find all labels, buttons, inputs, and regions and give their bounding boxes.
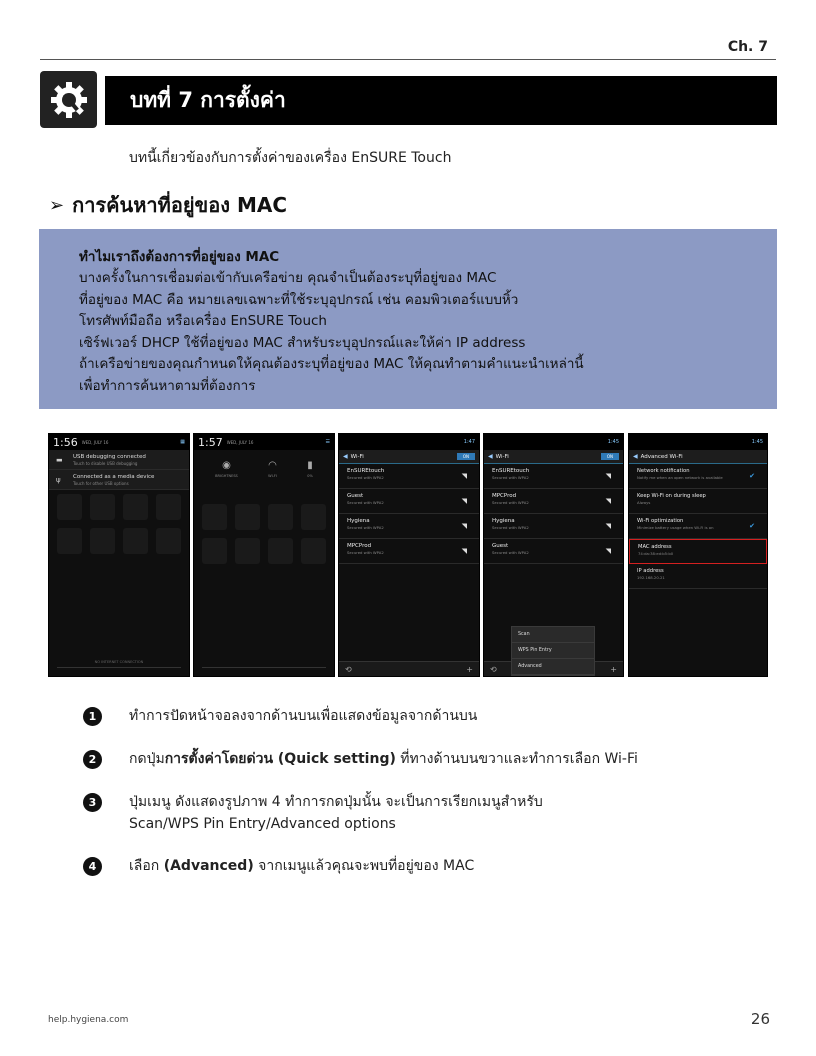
gear-wrench-icon (40, 71, 97, 128)
ip-address-value: 192.168.20.21 (637, 575, 665, 580)
step-4 (83, 857, 474, 877)
wifi-icon: ◠ (268, 460, 277, 471)
usb-symbol-icon: ψ (56, 476, 61, 484)
battery-tile[interactable] (307, 460, 313, 478)
setting-network-notification[interactable] (629, 464, 767, 489)
wifi-tile[interactable] (268, 460, 277, 478)
wifi-signal-icon: ◥ (461, 547, 467, 555)
status-bar (484, 434, 623, 450)
network-name: Hygiena (347, 518, 370, 524)
wifi-signal-icon: ◥ (605, 472, 611, 480)
step-text: ทำการปัดหน้าจอลงจากด้านบนเพื่อแสดงข้อมูลจากด้านบน (129, 708, 478, 724)
screenshot-advanced-wifi (628, 433, 768, 677)
step-number: 4 (83, 857, 102, 876)
setting-subtitle: Always (637, 500, 651, 505)
step-text-part: จากเมนูแล้วคุณจะพบที่อยู่ของ MAC (253, 858, 475, 874)
network-name: MPCProd (492, 493, 517, 499)
step-3 (83, 793, 543, 835)
wifi-settings-icon[interactable]: ◀ (343, 453, 348, 460)
setting-subtitle: Notify me when an open network is available (637, 475, 723, 480)
setting-title: Keep Wi-Fi on during sleep (637, 493, 706, 499)
network-name: Guest (492, 543, 509, 549)
menu-item-wps-pin[interactable]: WPS Pin Entry (512, 643, 594, 659)
wifi-toggle[interactable]: ON (601, 453, 619, 460)
tile-label: WI-FI (268, 474, 277, 478)
brightness-icon: ◉ (222, 460, 231, 471)
step-number: 1 (83, 707, 102, 726)
arrow-bullet-icon: ➢ (49, 194, 65, 216)
wifi-network-item[interactable] (339, 539, 479, 564)
step-number: 3 (83, 793, 102, 812)
setting-keep-wifi-on[interactable] (629, 489, 767, 514)
wifi-signal-icon: ◥ (605, 522, 611, 530)
info-line: บางครั้งในการเชื่อมต่อเข้ากับเครือข่าย คุณจำเป็นต้องระบุที่อยู่ของ MAC (79, 270, 497, 286)
wifi-network-item[interactable] (339, 514, 479, 539)
back-icon[interactable]: ◀ (633, 453, 638, 460)
page-number: 26 (750, 1010, 770, 1028)
appbar-title: Wi-Fi (495, 453, 509, 460)
wifi-toggle[interactable]: ON (457, 453, 475, 460)
add-network-icon[interactable]: + (466, 664, 473, 674)
status-time: 1:47 (463, 439, 475, 445)
wifi-signal-icon: ◥ (605, 547, 611, 555)
network-security: Secured with WPA2 (347, 525, 384, 530)
status-bar (49, 434, 189, 450)
wps-icon[interactable]: ⟲ (490, 664, 497, 674)
checkmark-icon[interactable]: ✔ (749, 472, 755, 480)
setting-title: Wi-Fi optimization (637, 518, 684, 524)
network-name: EnSUREtouch (492, 468, 530, 474)
network-security: Secured with WPA2 (347, 500, 384, 505)
menu-item-scan[interactable]: Scan (512, 627, 594, 643)
clock-text: 1:57 (198, 435, 223, 449)
advanced-appbar (629, 450, 767, 464)
network-status-text: NO INTERNET CONNECTION (94, 660, 144, 664)
wifi-network-item[interactable] (484, 514, 623, 539)
network-security: Secured with WPA2 (492, 475, 529, 480)
battery-icon: ▮ (307, 460, 313, 471)
screenshot-notification-shade (48, 433, 190, 677)
wifi-bottom-bar (339, 661, 479, 676)
wifi-signal-icon: ◥ (605, 497, 611, 505)
setting-title: IP address (637, 568, 664, 574)
notification-subtitle: Touch to disable USB debugging (73, 461, 138, 466)
notification-item[interactable] (49, 450, 189, 470)
date-text: WED, JULY 16 (226, 439, 254, 445)
step-2 (83, 750, 638, 770)
step-text-part: กดปุ่ม (129, 751, 165, 767)
step-text-bold: (Advanced) (163, 858, 254, 874)
setting-subtitle: Minimize battery usage when Wi-Fi is on (637, 525, 714, 530)
status-time: 1:45 (607, 439, 619, 445)
wifi-network-item[interactable] (484, 539, 623, 564)
status-bar (339, 434, 479, 450)
info-title: ทำไมเราถึงต้องการที่อยู่ของ MAC (79, 249, 280, 265)
section-heading (49, 189, 287, 221)
wifi-appbar (339, 450, 479, 464)
info-line: เซิร์ฟเวอร์ DHCP ใช้ที่อยู่ของ MAC สำหรับระบุอุปกรณ์และให้ค่า IP address (79, 334, 526, 351)
network-name: Guest (347, 493, 364, 499)
wifi-network-item[interactable] (484, 489, 623, 514)
date-text: WED, JULY 16 (81, 439, 109, 445)
step-text-part: ที่ทางด้านบนขวาและทำการเลือก Wi-Fi (395, 751, 638, 767)
ip-address-item (629, 564, 767, 589)
usb-icon: ▬ (56, 456, 63, 464)
network-security: Secured with WPA2 (347, 475, 384, 480)
section-heading-text: การค้นหาที่อยู่ของ MAC (72, 193, 288, 217)
menu-icon[interactable]: ☰ (325, 439, 330, 445)
wifi-settings-icon[interactable]: ◀ (488, 453, 493, 460)
wifi-signal-icon: ◥ (461, 472, 467, 480)
setting-wifi-optimization[interactable] (629, 514, 767, 539)
setting-title: MAC address (638, 544, 672, 550)
notification-item[interactable] (49, 470, 189, 490)
tile-label: BRIGHTNESS (215, 474, 238, 478)
appbar-title: Advanced Wi-Fi (640, 453, 683, 460)
network-security: Secured with WPA2 (492, 550, 529, 555)
footer-url: help.hygiena.com (48, 1015, 129, 1025)
appbar-title: Wi-Fi (350, 453, 364, 460)
overflow-menu (511, 626, 595, 676)
screenshot-quick-settings (193, 433, 335, 677)
background-app-grid (57, 494, 181, 554)
step-text-bold: การตั้งค่าโดยด่วน (Quick setting) (164, 751, 396, 767)
notification-title: Connected as a media device (73, 474, 155, 480)
chapter-title: บทที่ 7 การตั้งค่า (105, 76, 777, 125)
step-number: 2 (83, 750, 102, 769)
checkmark-icon[interactable]: ✔ (749, 522, 755, 530)
info-line: โทรศัพท์มือถือ หรือเครื่อง EnSURE Touch (79, 313, 327, 329)
intro-text: บทนี้เกี่ยวข้องกับการตั้งค่าของเครื่อง EnSURE Touch (129, 150, 452, 166)
network-security: Secured with WPA2 (347, 550, 384, 555)
notification-subtitle: Touch for other USB options (73, 481, 129, 486)
divider (202, 667, 326, 668)
info-box (39, 229, 777, 409)
mac-address-item (629, 539, 767, 564)
step-text (129, 791, 543, 835)
info-line: ถ้าเครือข่ายของคุณกำหนดให้คุณต้องระบุที่อยู่ของ MAC ให้คุณทำตามคำแนะนำเหล่านี้ (79, 356, 584, 372)
header-divider (40, 59, 776, 60)
setting-title: Network notification (637, 468, 690, 474)
mac-address-value: 74:da:38:ed:b5:b0 (638, 551, 674, 556)
network-name: EnSUREtouch (347, 468, 385, 474)
status-bar (629, 434, 767, 450)
wifi-signal-icon: ◥ (461, 497, 467, 505)
step-text (129, 855, 474, 877)
chapter-label: Ch. 7 (727, 39, 768, 55)
info-line: เพื่อทำการค้นหาตามที่ต้องการ (79, 377, 256, 394)
quick-settings-tiles (194, 450, 334, 478)
step-text-line: Scan/WPS Pin Entry/Advanced options (129, 816, 396, 832)
brightness-tile[interactable] (215, 460, 238, 478)
network-security: Secured with WPA2 (492, 525, 529, 530)
wifi-network-item[interactable] (484, 464, 623, 489)
step-1 (83, 707, 477, 727)
wifi-signal-icon: ◥ (461, 522, 467, 530)
wps-icon[interactable]: ⟲ (345, 664, 352, 674)
step-text (129, 748, 638, 770)
wifi-network-item[interactable] (339, 464, 479, 489)
add-network-icon[interactable]: + (610, 664, 617, 674)
status-bar (194, 434, 334, 450)
info-line: ที่อยู่ของ MAC คือ หมายเลขเฉพาะที่ใช้ระบุอุปกรณ์ เช่น คอมพิวเตอร์แบบหิ้ว (79, 291, 519, 308)
screenshot-wifi-menu (483, 433, 624, 677)
step-text-line: ปุ่มเมนู ดังแสดงรูปภาพ 4 ทำการกดปุ่มนั้น จะเป็นการเรียกเมนูสำหรับ (129, 794, 543, 810)
divider (57, 667, 181, 668)
network-security: Secured with WPA2 (492, 500, 529, 505)
network-name: Hygiena (492, 518, 515, 524)
menu-item-advanced[interactable]: Advanced (512, 659, 594, 675)
quick-settings-icon[interactable]: ▦ (180, 439, 185, 445)
clock-text: 1:56 (53, 435, 78, 449)
background-app-grid (202, 504, 326, 564)
screenshot-wifi-list (338, 433, 480, 677)
status-time: 1:45 (751, 439, 763, 445)
step-text-part: เลือก (129, 858, 164, 874)
wifi-network-item[interactable] (339, 489, 479, 514)
tile-label: 0% (307, 474, 313, 478)
notification-title: USB debugging connected (73, 454, 146, 460)
network-name: MPCProd (347, 543, 372, 549)
wifi-appbar (484, 450, 623, 464)
